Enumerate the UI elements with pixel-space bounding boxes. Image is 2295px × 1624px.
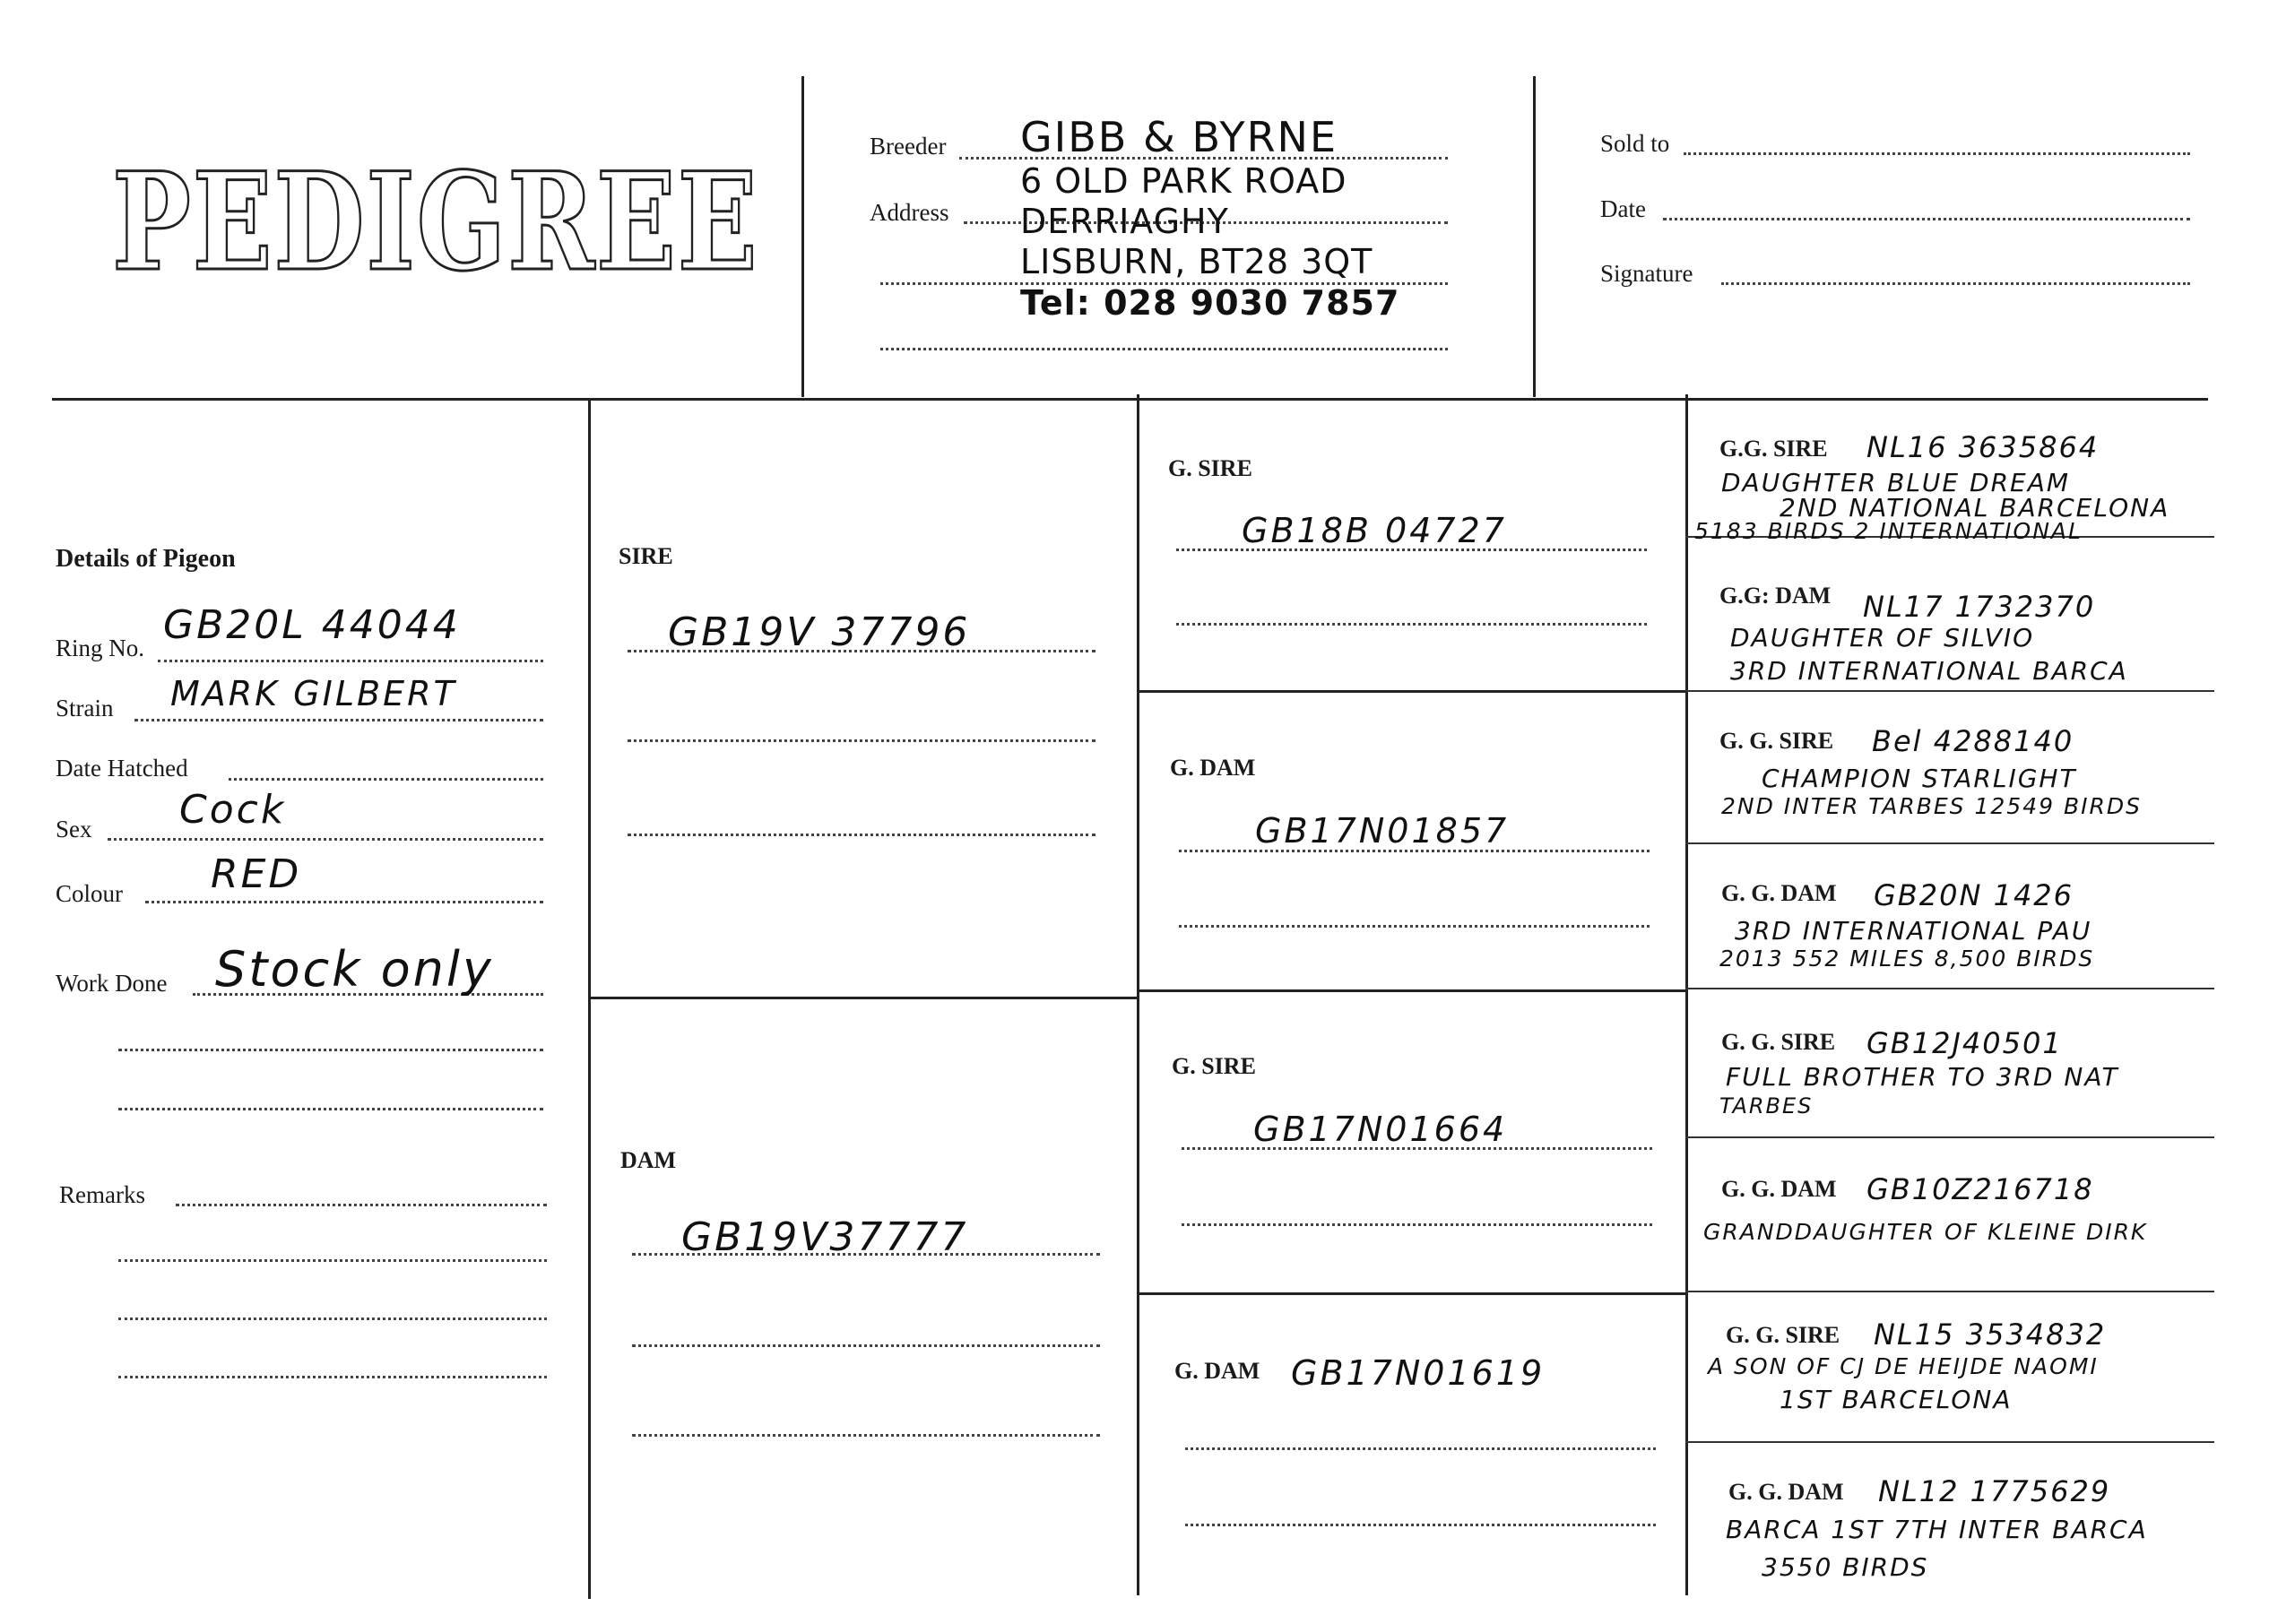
hatched-label: Date Hatched [56,755,188,782]
ggp-divider-7 [1685,1441,2214,1443]
ggp6-note-1: GRANDDAUGHTER OF KLEINE DIRK [1703,1219,2148,1245]
ggp5-note-2: TARBES [1719,1093,1814,1119]
work-label: Work Done [56,970,168,997]
ggp2-note-1: DAUGHTER OF SILVIO [1730,623,2035,652]
ggp7-value: NL15 3534832 [1874,1317,2107,1352]
gp1-label: G. SIRE [1168,455,1252,481]
strain-label: Strain [56,695,114,721]
address-line-value-4: Tel: 028 9030 7857 [1020,283,1400,323]
ggp7-note-2: 1ST BARCELONA [1780,1385,2013,1414]
dam-label: DAM [620,1147,677,1173]
ggp1-note-3: 5183 BIRDS 2 INTERNATIONAL [1694,518,2083,544]
parents-divider [588,997,1137,999]
sire-line-2[interactable] [628,739,1096,742]
ggp7-note-1: A SON OF CJ DE HEIJDE NAOMI [1708,1353,2099,1379]
ggp3-value: Bel 4288140 [1872,724,2074,758]
ggp8-label: G. G. DAM [1728,1479,1844,1505]
address-line-value-1: 6 OLD PARK ROAD [1020,161,1347,201]
gp3-value: GB17N01664 [1253,1110,1508,1149]
ring-label: Ring No. [56,635,145,661]
breeder-label: Breeder [870,133,947,160]
remarks-label: Remarks [59,1181,145,1208]
ring-value: GB20L 44044 [163,602,461,648]
ring-line[interactable] [158,660,543,662]
colour-value: RED [211,851,302,897]
ggp4-note-1: 3RD INTERNATIONAL PAU [1735,916,2092,946]
grid-divider-2 [1137,394,1139,1595]
pedigree-title: PEDIGREE [112,143,759,301]
ggp-divider-3 [1685,842,2214,844]
gp4-line-2[interactable] [1185,1524,1656,1526]
ggp-divider-6 [1685,1291,2214,1292]
header-bottom-rule [52,398,2208,401]
ggp-divider-5 [1685,1136,2214,1138]
details-heading: Details of Pigeon [56,545,236,573]
gp2-line-2[interactable] [1179,925,1650,928]
ggp8-value: NL12 1775629 [1878,1474,2111,1508]
sold-to-line[interactable] [1684,152,2190,155]
ggp1-label: G.G. SIRE [1719,436,1828,462]
strain-line[interactable] [134,719,543,721]
ggp8-note-1: BARCA 1ST 7TH INTER BARCA [1726,1515,2148,1544]
gp-divider-3 [1137,1292,1685,1295]
sire-line-3[interactable] [628,834,1096,836]
ggp1-value: NL16 3635864 [1866,430,2100,464]
colour-line[interactable] [145,901,543,903]
dam-line-2[interactable] [632,1344,1100,1347]
colour-label: Colour [56,880,124,907]
ggp6-label: G. G. DAM [1721,1176,1837,1202]
address-line-3 [880,348,1448,350]
gp1-value: GB18B 04727 [1242,511,1507,550]
strain-value: MARK GILBERT [170,674,457,713]
ggp2-note-2: 3RD INTERNATIONAL BARCA [1730,656,2128,686]
sire-value: GB19V 37796 [668,609,971,655]
gp1-line-2[interactable] [1176,623,1647,626]
sex-line[interactable] [108,838,543,841]
gp4-value: GB17N01619 [1291,1353,1546,1393]
gp2-label: G. DAM [1170,755,1256,781]
ggp2-label: G.G: DAM [1719,583,1832,609]
ggp4-note-2: 2013 552 MILES 8,500 BIRDS [1719,946,2095,972]
ggp3-note-1: CHAMPION STARLIGHT [1762,764,2077,793]
work-line-2[interactable] [118,1049,543,1051]
hatched-line[interactable] [229,778,543,781]
sex-label: Sex [56,816,92,842]
gp4-line-1[interactable] [1185,1447,1656,1450]
header-divider-right [1533,76,1536,397]
gp-divider-1 [1137,690,1685,693]
ggp2-value: NL17 1732370 [1863,590,2096,624]
ggp4-label: G. G. DAM [1721,880,1837,906]
ggp8-note-2: 3550 BIRDS [1762,1552,1929,1582]
dam-line-3[interactable] [632,1434,1100,1437]
ggp5-label: G. G. SIRE [1721,1029,1836,1055]
ggp1-note-1: DAUGHTER BLUE DREAM [1721,468,2071,497]
remarks-line-1[interactable] [176,1204,547,1206]
gp-divider-2 [1137,989,1685,992]
dam-value: GB19V37777 [681,1214,969,1260]
breeder-value: GIBB & BYRNE [1020,113,1338,161]
signature-label: Signature [1600,260,1693,287]
ggp3-note-2: 2ND INTER TARBES 12549 BIRDS [1721,793,2142,819]
date-label: Date [1600,195,1646,222]
ggp6-value: GB10Z216718 [1866,1172,2094,1206]
work-value: Stock only [215,941,494,998]
ggp7-label: G. G. SIRE [1726,1322,1840,1348]
gp3-line-2[interactable] [1182,1223,1652,1226]
gp2-value: GB17N01857 [1255,811,1510,851]
grid-divider-3 [1685,394,1688,1595]
ggp4-value: GB20N 1426 [1874,878,2074,912]
remarks-line-2[interactable] [118,1259,547,1262]
address-line-value-3: LISBURN, BT28 3QT [1020,242,1373,281]
remarks-line-3[interactable] [118,1317,547,1320]
sex-value: Cock [179,787,287,833]
sold-to-label: Sold to [1600,130,1670,157]
remarks-line-4[interactable] [118,1376,547,1378]
ggp-divider-4 [1685,988,2214,989]
signature-line[interactable] [1721,282,2190,285]
date-line[interactable] [1663,218,2190,220]
sire-label: SIRE [619,543,673,569]
address-label: Address [870,199,949,226]
header-divider-left [801,76,804,397]
gp3-label: G. SIRE [1172,1053,1256,1079]
ggp3-label: G. G. SIRE [1719,728,1834,754]
ggp1-note-2: 2ND NATIONAL BARCELONA [1780,493,2170,523]
ggp-divider-2 [1685,690,2214,692]
gp4-label: G. DAM [1174,1358,1260,1384]
ggp5-value: GB12J40501 [1866,1026,2063,1060]
address-line-value-2: DERRIAGHY [1020,202,1229,241]
ggp5-note-1: FULL BROTHER TO 3RD NAT [1726,1062,2119,1092]
work-line-3[interactable] [118,1108,543,1110]
